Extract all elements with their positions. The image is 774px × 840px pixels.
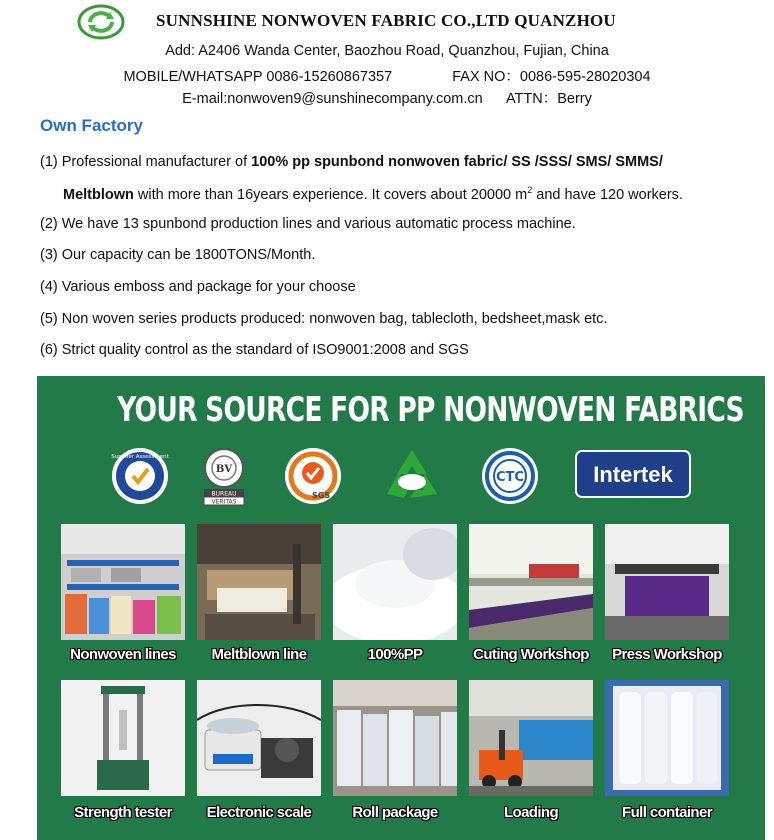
- sgs-text: SGS: [311, 491, 331, 500]
- item-text: (1) Professional manufacturer of: [40, 154, 252, 170]
- address-line: Add: A2406 Wanda Center, Baozhou Road, Quanzhou, Fujian, China: [165, 43, 609, 59]
- bureau-veritas-icon: [197, 446, 251, 506]
- caption-strength-tester: Strength tester: [74, 804, 172, 821]
- caption-full-container: Full container: [622, 804, 712, 821]
- sgs-icon: [281, 446, 345, 506]
- loading-photo: [469, 680, 593, 796]
- email-attn-line: [0, 87, 774, 108]
- supplier-assessment-icon: [107, 446, 173, 506]
- full-container-photo: [605, 680, 729, 796]
- attn-name: ATTN：Berry: [505, 91, 592, 107]
- nonwoven-lines-photo: [61, 524, 185, 640]
- superscript: 2: [527, 185, 533, 195]
- section-title: Own Factory: [40, 116, 143, 135]
- item-text: and have 120 workers.: [532, 186, 683, 203]
- pp-granules-photo: [333, 524, 457, 640]
- banner-headline: YOUR SOURCE FOR PP NONWOVEN FABRICS: [117, 390, 744, 430]
- press-workshop-photo: [605, 524, 729, 640]
- ctc-text: CTC: [496, 470, 524, 485]
- item-text: with more than 16years experience. It covers about 20000 m: [133, 186, 528, 203]
- caption-loading: Loading: [503, 804, 559, 821]
- list-item: [40, 154, 663, 170]
- caption-meltblown-line: Meltblown line: [211, 646, 307, 663]
- veritas-text: VERITAS: [211, 498, 237, 506]
- intertek-icon: [575, 450, 691, 498]
- caption-cutting-workshop: Cuting Workshop: [473, 646, 589, 663]
- phone-fax-line: [0, 65, 774, 86]
- cutting-workshop-photo: [469, 524, 593, 640]
- roll-package-photo: [333, 680, 457, 796]
- mobile-number: MOBILE/WHATSAPP 0086-15260867357: [123, 69, 393, 85]
- list-item: (3) Our capacity can be 1800TONS/Month.: [40, 247, 316, 263]
- caption-nonwoven-lines: Nonwoven lines: [70, 646, 176, 663]
- list-item: (5) Non woven series products produced: nonwoven bag, tablecloth, bedsheet,mask etc.: [40, 311, 608, 327]
- electronic-scale-photo: [197, 680, 321, 796]
- company-name: SUNNSHINE NONWOVEN FABRIC CO.,LTD QUANZHOU: [156, 11, 616, 30]
- promo-banner: [37, 376, 765, 840]
- list-item: [63, 185, 683, 203]
- caption-electronic-scale: Electronic scale: [206, 804, 312, 821]
- item-bold-text: 100% pp spunbond nonwoven fabric/ SS /SSS/ SMS/ SMMS/: [251, 154, 663, 170]
- strength-tester-photo: [61, 680, 185, 796]
- list-item: (4) Various emboss and package for your choose: [40, 279, 356, 295]
- bureau-text: BUREAU: [211, 490, 237, 498]
- item-bold-text: Meltblown: [63, 186, 134, 203]
- ctc-icon: [477, 446, 543, 506]
- svg-text:BV: BV: [215, 464, 233, 475]
- company-logo-icon: [76, 4, 126, 40]
- caption-press-workshop: Press Workshop: [612, 646, 722, 663]
- recycle-icon: [377, 446, 447, 506]
- meltblown-line-photo: [197, 524, 321, 640]
- supplier-assessment-text: Supplier Assessment: [111, 454, 169, 460]
- fax-number: FAX NO：0086-595-28020304: [452, 69, 651, 85]
- caption-pp: 100%PP: [367, 646, 423, 663]
- list-item: (6) Strict quality control as the standard of ISO9001:2008 and SGS: [40, 342, 469, 358]
- intertek-text: Intertek: [593, 462, 673, 487]
- caption-roll-package: Roll package: [352, 804, 438, 821]
- email-address: E-mail:nonwoven9@sunshinecompany.com.cn: [182, 91, 483, 107]
- list-item: (2) We have 13 spunbond production lines and various automatic process machine.: [40, 216, 576, 232]
